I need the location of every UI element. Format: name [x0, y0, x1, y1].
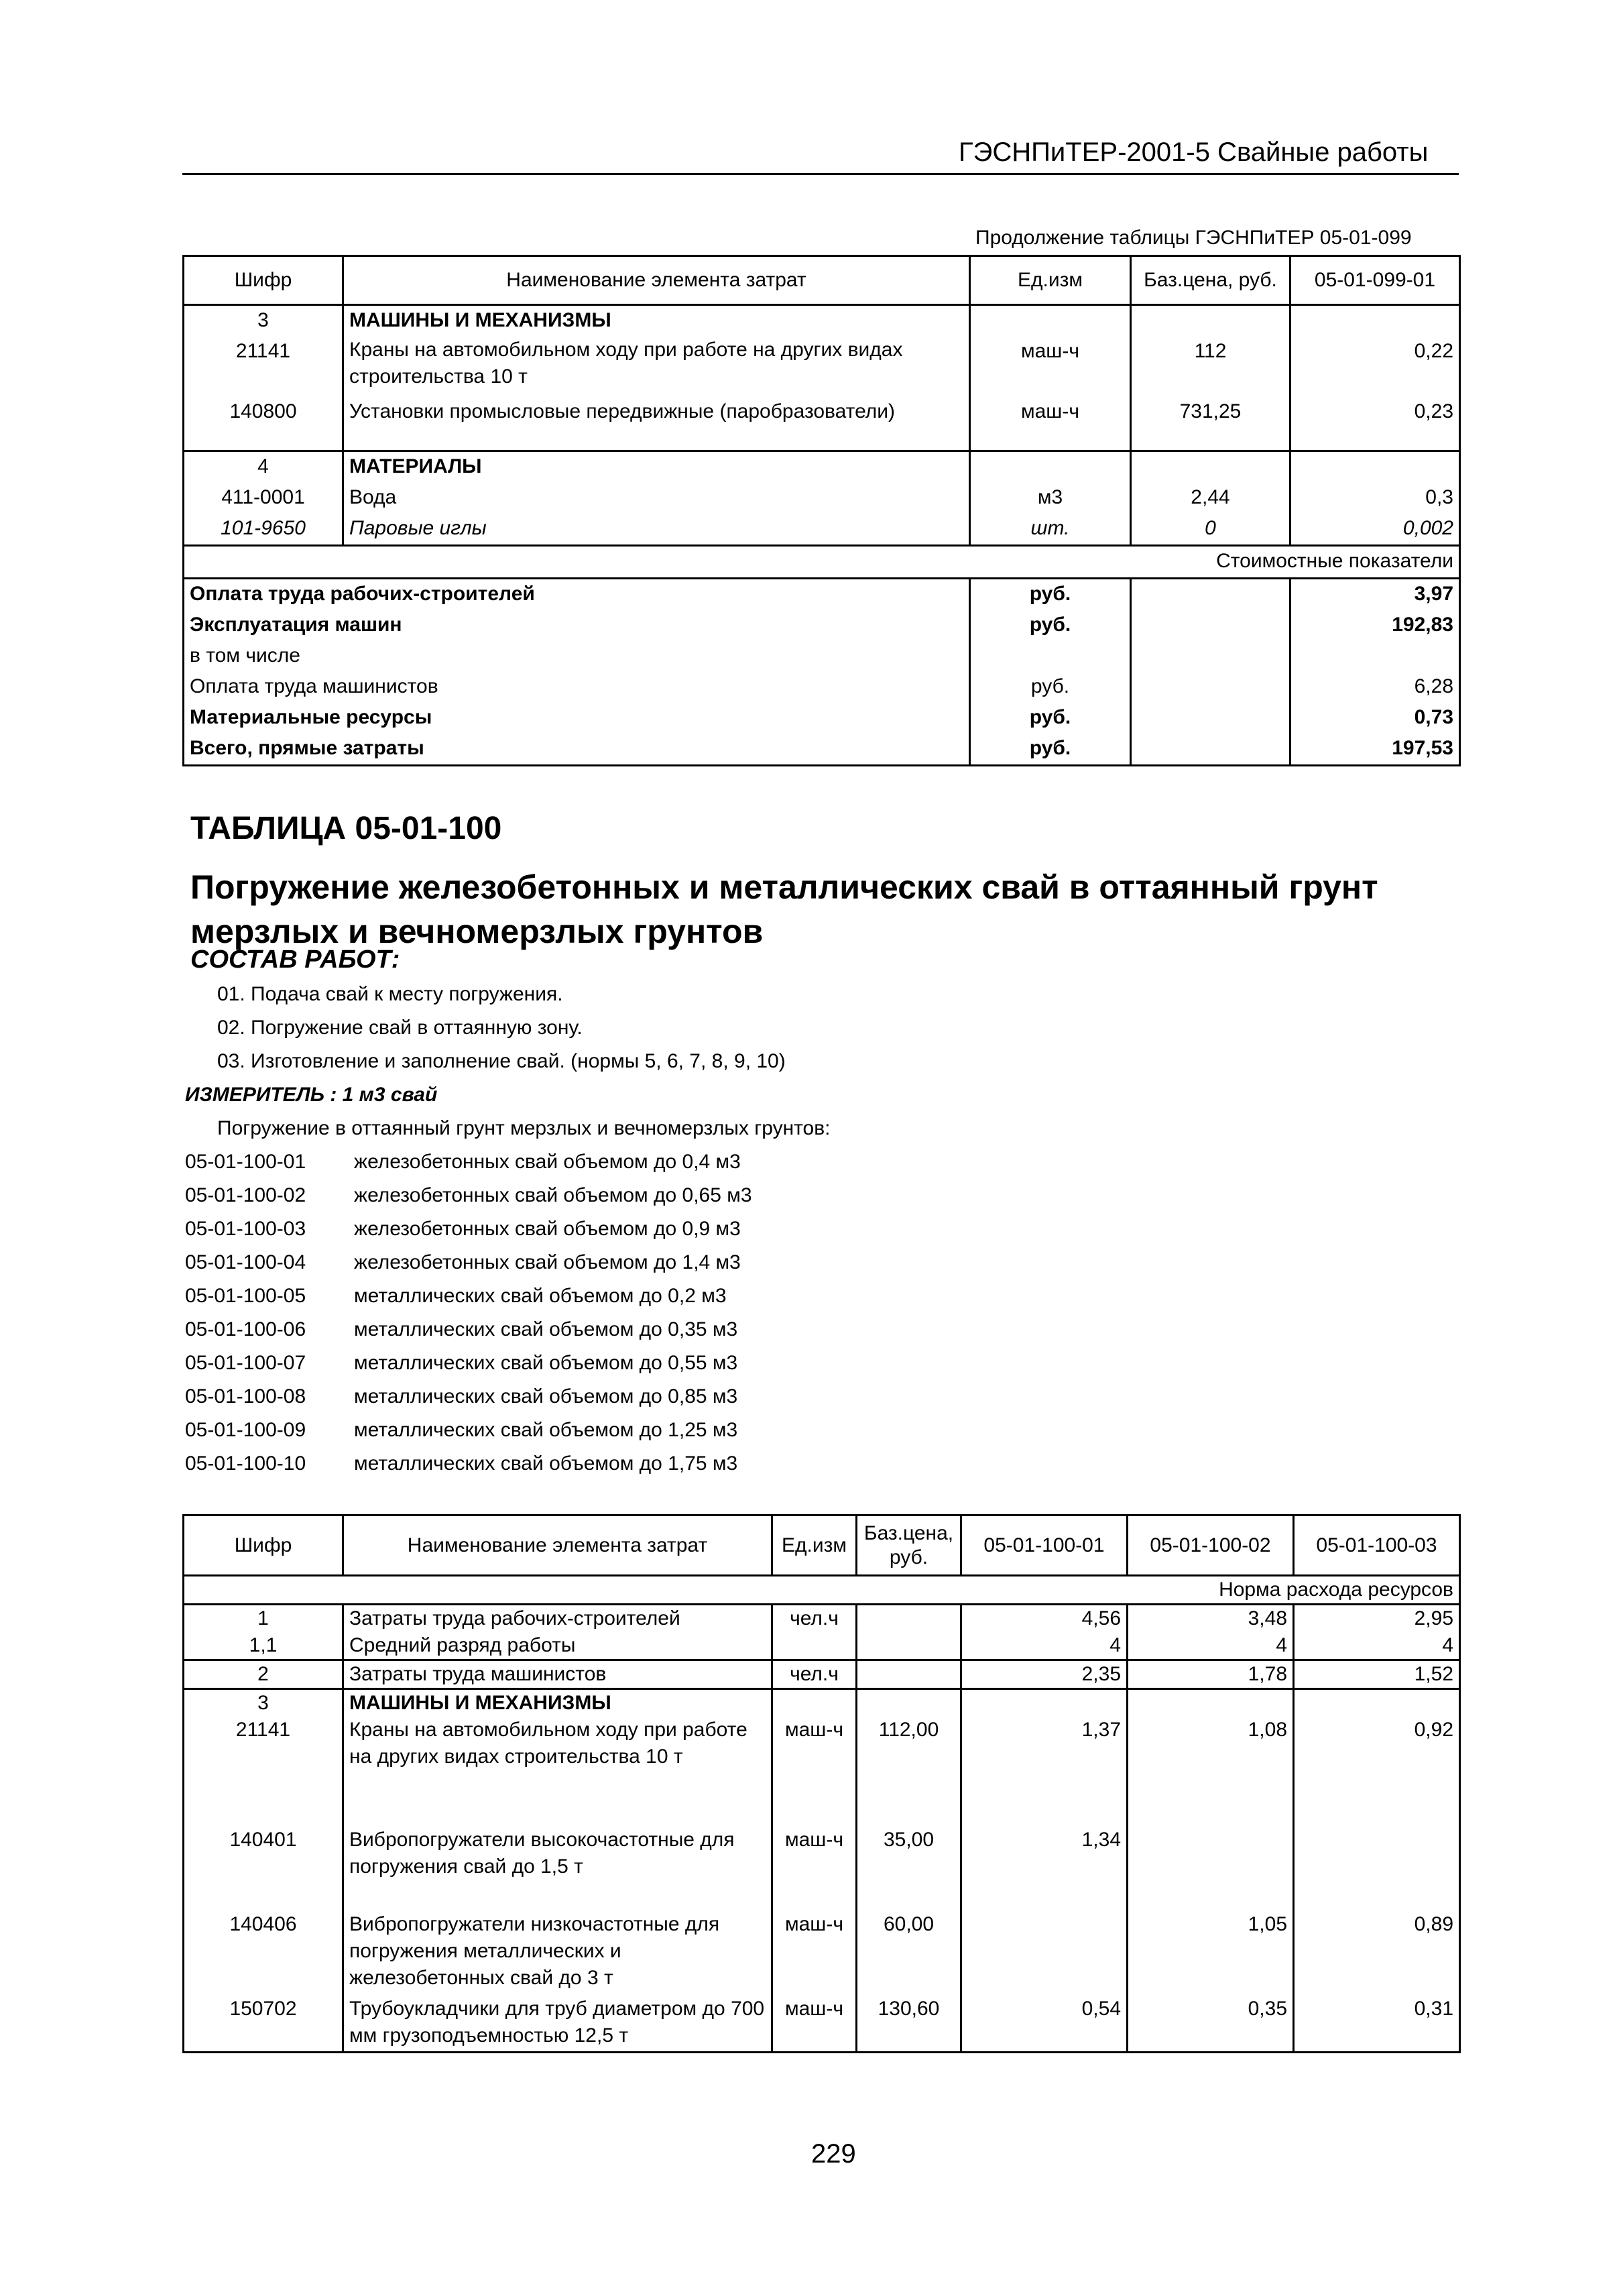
norm-code: 05-01-100-01: [185, 1151, 306, 1173]
table-header-row: [184, 1515, 1460, 1576]
table-row: [184, 1911, 1460, 1996]
cell-unit: м3: [970, 483, 1131, 514]
cell-unit: маш-ч: [772, 1827, 857, 1911]
cell-code: 101-9650: [184, 514, 343, 546]
table-continuation-label: Продолжение таблицы ГЭСНПиТЕР 05-01-099: [975, 227, 1412, 249]
cell-code: 3: [184, 305, 343, 337]
cell-unit: маш-ч: [970, 337, 1131, 397]
norm-code: 05-01-100-06: [185, 1318, 306, 1340]
table-subtitle: Погружение железобетонных и металлических свай в оттаянный грунт мерзлых и вечномерзлых грунтов: [190, 868, 1378, 950]
cost-value: 0,73: [1290, 703, 1460, 734]
table-row: [184, 1827, 1460, 1911]
norm-desc: металлических свай объемом до 0,85 м3: [354, 1385, 738, 1408]
cell-code: 1,1: [184, 1632, 343, 1660]
cost-name: Материальные ресурсы: [184, 703, 970, 734]
cell-value: 0,92: [1294, 1717, 1460, 1827]
cell-price: 0: [1131, 514, 1290, 546]
norm-header-row: [184, 1576, 1460, 1605]
cell-code: 1: [184, 1605, 343, 1633]
norm-desc: металлических свай объемом до 0,35 м3: [354, 1318, 738, 1340]
cell-value: 1,37: [961, 1717, 1128, 1827]
cell-price: 60,00: [857, 1911, 961, 1996]
cell-name: Краны на автомобильном ходу при работе на других видах строительства 10 т: [343, 337, 970, 397]
cell-code: 4: [184, 451, 343, 483]
cell-value: 0,35: [1128, 1996, 1294, 2052]
cell-value: [1128, 1827, 1294, 1911]
table-row: [184, 397, 1460, 451]
work-composition-label: СОСТАВ РАБОТ:: [190, 945, 400, 974]
column-header: Шифр: [184, 256, 343, 305]
column-header: Баз.цена, руб.: [1131, 256, 1290, 305]
cell-name: Вода: [343, 483, 970, 514]
table-title: ТАБЛИЦА 05-01-100: [190, 811, 502, 846]
norms-lead: Погружение в оттаянный грунт мерзлых и вечномерзлых грунтов:: [217, 1117, 831, 1139]
cell-name: Трубоукладчики для труб диаметром до 700 мм грузоподъемностью 12,5 т: [343, 1996, 772, 2052]
cell-unit: маш-ч: [772, 1996, 857, 2052]
cell-value: 0,22: [1290, 337, 1460, 397]
norm-desc: железобетонных свай объемом до 0,65 м3: [354, 1184, 752, 1206]
table-row: [184, 451, 1460, 483]
page-number: 229: [811, 2139, 856, 2169]
cell-code: 140800: [184, 397, 343, 451]
cell-value: 3,48: [1128, 1605, 1294, 1633]
cell-code: 21141: [184, 1717, 343, 1827]
cost-row: [184, 672, 1460, 703]
norm-desc: металлических свай объемом до 1,25 м3: [354, 1419, 738, 1441]
cost-value: 6,28: [1290, 672, 1460, 703]
norm-code: 05-01-100-03: [185, 1218, 306, 1240]
cost-name: в том числе: [184, 641, 970, 672]
cell-name: Паровые иглы: [343, 514, 970, 546]
column-header: Наименование элемента затрат: [343, 256, 970, 305]
work-item: 02. Погружение свай в оттаянную зону.: [217, 1017, 583, 1039]
cell-name: МАШИНЫ И МЕХАНИЗМЫ: [343, 1689, 772, 1717]
cell-code: 140406: [184, 1911, 343, 1996]
cell-value: 1,05: [1128, 1911, 1294, 1996]
cell-price: 130,60: [857, 1996, 961, 2052]
norm-code: 05-01-100-05: [185, 1285, 306, 1307]
cost-value: 3,97: [1290, 578, 1460, 610]
cell-value: 4: [1294, 1632, 1460, 1660]
cell-name: Затраты труда машинистов: [343, 1660, 772, 1689]
cost-header: Стоимостные показатели: [184, 545, 1460, 578]
cell-unit: маш-ч: [772, 1717, 857, 1827]
cell-name: Краны на автомобильном ходу при работе на других видах строительства 10 т: [343, 1717, 772, 1827]
cost-unit: руб.: [970, 672, 1131, 703]
table-row: [184, 1605, 1460, 1633]
norm-code: 05-01-100-08: [185, 1385, 306, 1408]
cost-unit: руб.: [970, 578, 1131, 610]
column-header: Ед.изм: [970, 256, 1131, 305]
norm-header: Норма расхода ресурсов: [184, 1576, 1460, 1605]
cell-name: Затраты труда рабочих-строителей: [343, 1605, 772, 1633]
cell-value: 0,002: [1290, 514, 1460, 546]
cell-value: [1294, 1827, 1460, 1911]
column-header: Наименование элемента затрат: [343, 1515, 772, 1576]
table-row: [184, 1996, 1460, 2052]
cost-value: 192,83: [1290, 610, 1460, 641]
cell-code: 21141: [184, 337, 343, 397]
resource-table-05-01-099: [182, 255, 1461, 766]
measure-unit: ИЗМЕРИТЕЛЬ : 1 м3 свай: [185, 1084, 438, 1106]
cell-unit: чел.ч: [772, 1605, 857, 1633]
table-row: [184, 337, 1460, 397]
cost-unit: руб.: [970, 610, 1131, 641]
column-header: Баз.цена, руб.: [857, 1515, 961, 1576]
cell-code: 2: [184, 1660, 343, 1689]
cost-name: Оплата труда машинистов: [184, 672, 970, 703]
cost-row: [184, 641, 1460, 672]
norm-desc: металлических свай объемом до 1,75 м3: [354, 1452, 738, 1475]
table-row: [184, 1660, 1460, 1689]
cost-row: [184, 734, 1460, 766]
table-row: [184, 1717, 1460, 1827]
cell-name: Установки промысловые передвижные (паробразователи): [343, 397, 970, 451]
cell-unit: шт.: [970, 514, 1131, 546]
cell-code: 150702: [184, 1996, 343, 2052]
cost-name: Всего, прямые затраты: [184, 734, 970, 766]
cost-name: Оплата труда рабочих-строителей: [184, 578, 970, 610]
column-header: 05-01-100-02: [1128, 1515, 1294, 1576]
header-rule: [182, 173, 1459, 175]
norm-code: 05-01-100-04: [185, 1251, 306, 1273]
cell-value: 1,34: [961, 1827, 1128, 1911]
cell-code: 3: [184, 1689, 343, 1717]
cell-unit: маш-ч: [970, 397, 1131, 451]
cell-name: Средний разряд работы: [343, 1632, 772, 1660]
cost-row: [184, 610, 1460, 641]
cell-value: 1,78: [1128, 1660, 1294, 1689]
running-header: ГЭСНПиТЕР-2001-5 Свайные работы: [959, 137, 1429, 167]
cell-value: 0,31: [1294, 1996, 1460, 2052]
cell-name: МАТЕРИАЛЫ: [343, 451, 970, 483]
norm-code: 05-01-100-10: [185, 1452, 306, 1475]
column-header: 05-01-100-03: [1294, 1515, 1460, 1576]
column-header: 05-01-100-01: [961, 1515, 1128, 1576]
cell-price: 112,00: [857, 1717, 961, 1827]
table-row: [184, 1632, 1460, 1660]
cell-unit: маш-ч: [772, 1911, 857, 1996]
cell-code: 411-0001: [184, 483, 343, 514]
cell-price: 112: [1131, 337, 1290, 397]
norm-desc: железобетонных свай объемом до 0,4 м3: [354, 1151, 741, 1173]
norm-desc: металлических свай объемом до 0,2 м3: [354, 1285, 727, 1307]
cell-name: Вибропогружатели высокочастотные для погружения свай до 1,5 т: [343, 1827, 772, 1911]
cost-row: [184, 578, 1460, 610]
table-row: [184, 305, 1460, 337]
cell-value: 2,95: [1294, 1605, 1460, 1633]
cost-name: Эксплуатация машин: [184, 610, 970, 641]
cost-unit: руб.: [970, 734, 1131, 766]
cell-value: [961, 1911, 1128, 1996]
column-header: Ед.изм: [772, 1515, 857, 1576]
cell-value: 0,89: [1294, 1911, 1460, 1996]
norm-code: 05-01-100-09: [185, 1419, 306, 1441]
cell-value: 0,3: [1290, 483, 1460, 514]
cost-header-row: [184, 545, 1460, 578]
cell-unit: чел.ч: [772, 1660, 857, 1689]
norm-desc: железобетонных свай объемом до 0,9 м3: [354, 1218, 741, 1240]
norm-code: 05-01-100-02: [185, 1184, 306, 1206]
column-header: 05-01-099-01: [1290, 256, 1460, 305]
work-item: 01. Подача свай к месту погружения.: [217, 983, 563, 1005]
norm-desc: металлических свай объемом до 0,55 м3: [354, 1352, 738, 1374]
cost-value: 197,53: [1290, 734, 1460, 766]
cell-value: 4: [961, 1632, 1128, 1660]
cost-unit: руб.: [970, 703, 1131, 734]
table-row: [184, 1689, 1460, 1717]
norm-desc: железобетонных свай объемом до 1,4 м3: [354, 1251, 741, 1273]
work-item: 03. Изготовление и заполнение свай. (нормы 5, 6, 7, 8, 9, 10): [217, 1050, 786, 1072]
table-row: [184, 483, 1460, 514]
cell-name: МАШИНЫ И МЕХАНИЗМЫ: [343, 305, 970, 337]
cell-value: 0,23: [1290, 397, 1460, 451]
cell-code: 140401: [184, 1827, 343, 1911]
cell-value: 2,35: [961, 1660, 1128, 1689]
cell-price: 2,44: [1131, 483, 1290, 514]
table-header-row: [184, 256, 1460, 305]
cell-value: 4,56: [961, 1605, 1128, 1633]
table-row: [184, 514, 1460, 546]
cell-price: 35,00: [857, 1827, 961, 1911]
cell-value: 4: [1128, 1632, 1294, 1660]
norm-code: 05-01-100-07: [185, 1352, 306, 1374]
resource-table-05-01-100: [182, 1514, 1461, 2053]
cell-price: [857, 1605, 961, 1633]
cell-name: Вибропогружатели низкочастотные для погружения металлических и железобетонных свай до 3 т: [343, 1911, 772, 1996]
cell-value: 1,52: [1294, 1660, 1460, 1689]
cell-price: 731,25: [1131, 397, 1290, 451]
cell-value: 0,54: [961, 1996, 1128, 2052]
cell-value: 1,08: [1128, 1717, 1294, 1827]
column-header: Шифр: [184, 1515, 343, 1576]
cost-row: [184, 703, 1460, 734]
